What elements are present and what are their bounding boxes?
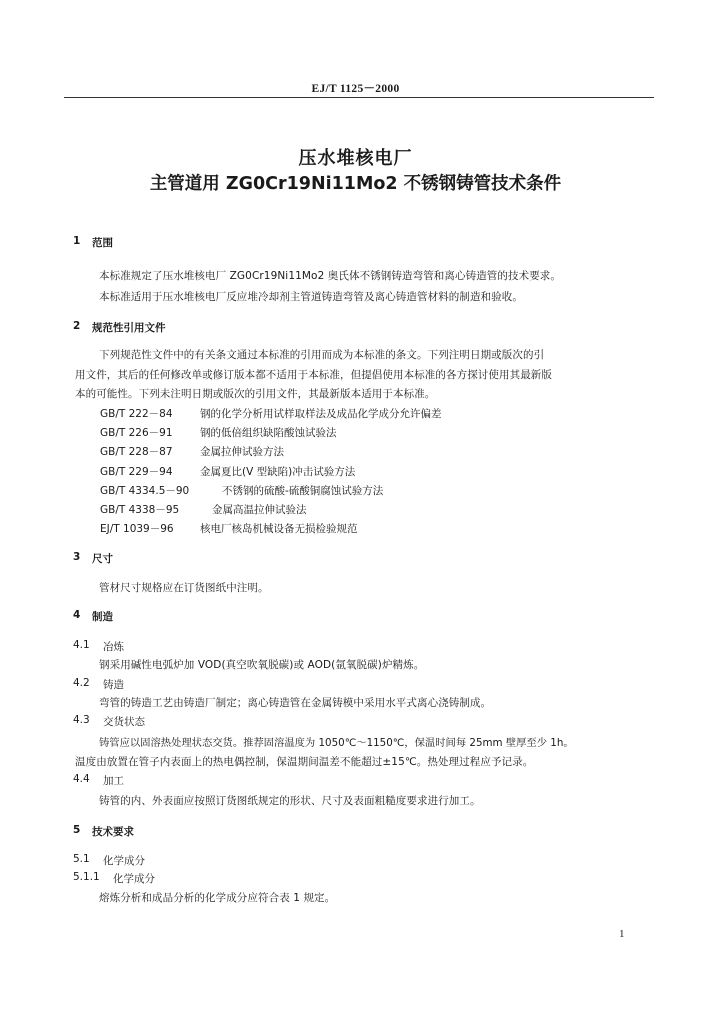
reference-code: EJ/T 1039－96 <box>100 523 174 535</box>
section-title: 化学成分 <box>103 855 145 867</box>
reference-title: 金属高温拉伸试验法 <box>212 504 307 516</box>
paragraph: 弯管的铸造工艺由铸造厂制定；离心铸造管在金属铸模中采用水平式离心浇铸制成。 <box>99 697 492 709</box>
section-number: 4.3 <box>73 714 90 726</box>
section-number: 5.1.1 <box>73 871 100 883</box>
reference-code: GB/T 4334.5－90 <box>100 485 190 497</box>
reference-title: 金属夏比(V 型缺陷)冲击试验方法 <box>200 466 356 478</box>
section-number: 4.1 <box>73 639 90 651</box>
reference-title: 核电厂核岛机械设备无损检验规范 <box>200 523 358 535</box>
section-title: 技术要求 <box>92 826 134 838</box>
reference-item <box>100 521 358 536</box>
paragraph: 下列规范性文件中的有关条文通过本标准的引用而成为本标准的条文。下列注明日期或版次的引 <box>99 349 545 361</box>
reference-code: GB/T 229－94 <box>100 466 173 478</box>
section-title: 加工 <box>103 775 124 787</box>
section-title: 范围 <box>92 237 113 249</box>
reference-item <box>100 483 383 498</box>
document-code: EJ/T 1125－2000 <box>311 83 400 95</box>
section-title: 交货状态 <box>103 716 145 728</box>
paragraph: 本标准规定了压水堆核电厂 ZG0Cr19Ni11Mo2 奥氏体不锈钢铸造弯管和离心铸造管的技术要求。 <box>99 270 561 282</box>
section-number: 1 <box>73 235 81 247</box>
reference-item <box>100 464 355 479</box>
paragraph: 本的可能性。下列未注明日期或版次的引用文件，其最新版本适用于本标准。 <box>75 388 436 400</box>
section-number: 5.1 <box>73 853 90 865</box>
reference-item <box>100 425 337 440</box>
section-number: 2 <box>73 320 81 332</box>
section-number: 4.2 <box>73 677 90 689</box>
reference-title: 钢的化学分析用试样取样法及成品化学成分允许偏差 <box>200 408 442 420</box>
reference-code: GB/T 226－91 <box>100 427 173 439</box>
paragraph: 铸管的内、外表面应按照订货图纸规定的形状、尺寸及表面粗糙度要求进行加工。 <box>99 795 481 807</box>
reference-code: GB/T 4338－95 <box>100 504 180 516</box>
section-title: 规范性引用文件 <box>92 322 166 334</box>
paragraph: 钢采用碱性电弧炉加 VOD(真空吹氧脱碳)或 AOD(氩氧脱碳)炉精炼。 <box>99 659 425 671</box>
reference-title: 金属拉伸试验方法 <box>200 446 284 458</box>
section-number: 3 <box>73 551 81 563</box>
section-title: 化学成分 <box>113 873 155 885</box>
paragraph: 熔炼分析和成品分析的化学成分应符合表 1 规定。 <box>99 892 336 904</box>
paragraph: 管材尺寸规格应在订货图纸中注明。 <box>99 582 269 594</box>
section-title: 制造 <box>92 611 113 623</box>
paragraph: 温度由放置在管子内表面上的热电偶控制，保温期间温差不能超过±15℃。热处理过程应予记录。 <box>75 756 534 768</box>
reference-item <box>100 444 284 459</box>
paragraph: 用文件，其后的任何修改单或修订版本都不适用于本标准，但提倡使用本标准的各方探讨使用其最新版 <box>75 369 552 381</box>
section-number: 4 <box>73 609 81 621</box>
section-title: 铸造 <box>103 679 124 691</box>
reference-title: 钢的低倍组织缺陷酸蚀试验法 <box>200 427 337 439</box>
title-line-2: 主管道用 ZG0Cr19Ni11Mo2 不锈钢铸管技术条件 <box>149 174 562 194</box>
reference-title: 不锈钢的硫酸-硫酸铜腐蚀试验方法 <box>222 485 384 497</box>
paragraph: 本标准适用于压水堆核电厂反应堆冷却剂主管道铸造弯管及离心铸造管材料的制造和验收。 <box>99 291 523 303</box>
section-title: 冶炼 <box>103 641 124 653</box>
reference-item <box>100 502 307 517</box>
paragraph: 铸管应以固溶热处理状态交货。推荐固溶温度为 1050℃～1150℃，保温时间每 25mm 壁厚至少 1h。 <box>99 737 574 749</box>
reference-code: GB/T 222－84 <box>100 408 173 420</box>
page-number: 1 <box>619 928 625 940</box>
title-line-1: 压水堆核电厂 <box>298 148 413 169</box>
section-title: 尺寸 <box>92 553 113 565</box>
header-rule <box>64 97 654 98</box>
section-number: 4.4 <box>73 773 90 785</box>
reference-code: GB/T 228－87 <box>100 446 173 458</box>
reference-item <box>100 406 442 421</box>
section-number: 5 <box>73 824 81 836</box>
